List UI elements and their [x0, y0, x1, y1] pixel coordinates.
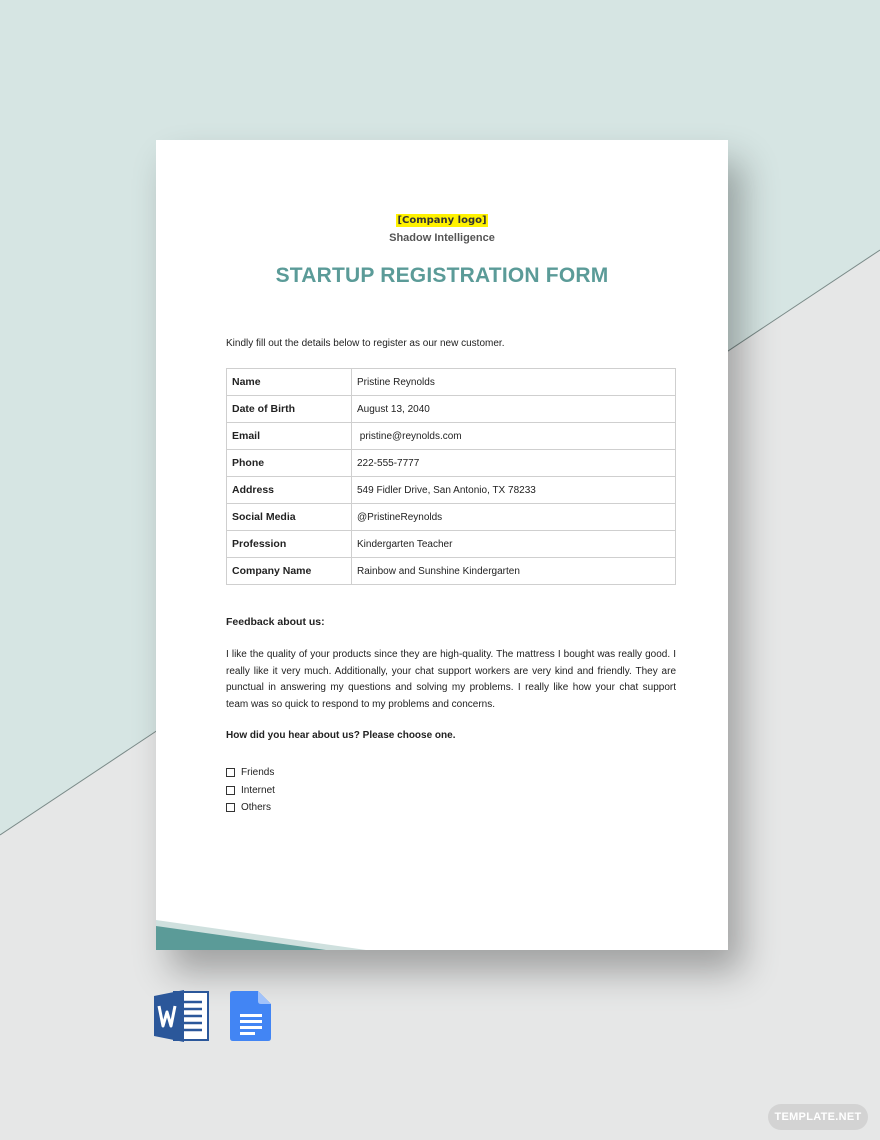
option-label: Others: [241, 802, 272, 814]
company-name: Shadow Intelligence: [389, 232, 495, 244]
table-row: [227, 423, 676, 450]
intro-text: Kindly fill out the details below to register as our new customer.: [226, 338, 505, 349]
table-row: [227, 369, 676, 396]
table-row: [227, 504, 676, 531]
field-value: Kindergarten Teacher: [352, 531, 676, 558]
table-row: [227, 450, 676, 477]
google-docs-icon[interactable]: [230, 991, 272, 1041]
form-title: STARTUP REGISTRATION FORM: [275, 264, 609, 287]
field-value: Rainbow and Sunshine Kindergarten: [352, 558, 676, 585]
field-label: Profession: [227, 531, 352, 558]
option-label: Internet: [241, 784, 275, 796]
option-friends[interactable]: [226, 764, 275, 782]
template-net-watermark: TEMPLATE.NET: [768, 1104, 868, 1130]
document-page: [156, 140, 728, 950]
feedback-text: I like the quality of your products since they are high-quality. The mattress I bought was really good. I really like it very much. Additionally, your chat support workers are very kind and friendly. They are punctual in answering my questions and solving my problems. I really like how your chat support team was so quick to respond to my problems and concerns.: [226, 649, 676, 710]
field-value: pristine@reynolds.com: [352, 423, 676, 450]
option-others[interactable]: [226, 799, 275, 817]
source-options: [226, 764, 275, 817]
page-footer-accent: [156, 920, 728, 950]
field-value: August 13, 2040: [352, 396, 676, 423]
field-label: Date of Birth: [227, 396, 352, 423]
field-label: Address: [227, 477, 352, 504]
checkbox-icon[interactable]: [226, 786, 235, 795]
field-value: Pristine Reynolds: [352, 369, 676, 396]
table-row: [227, 531, 676, 558]
word-icon[interactable]: [154, 990, 210, 1042]
field-label: Name: [227, 369, 352, 396]
table-row: [227, 477, 676, 504]
table-row: [227, 396, 676, 423]
checkbox-icon[interactable]: [226, 803, 235, 812]
field-value: 222-555-7777: [352, 450, 676, 477]
table-row: [227, 558, 676, 585]
field-label: Company Name: [227, 558, 352, 585]
field-label: Email: [227, 423, 352, 450]
registration-table: [226, 368, 676, 585]
field-label: Phone: [227, 450, 352, 477]
option-internet[interactable]: [226, 782, 275, 800]
company-logo-placeholder: [Company logo]: [397, 215, 487, 226]
option-label: Friends: [241, 767, 275, 779]
field-label: Social Media: [227, 504, 352, 531]
field-value: @PristineReynolds: [352, 504, 676, 531]
feedback-heading: Feedback about us:: [226, 616, 325, 628]
checkbox-icon[interactable]: [226, 768, 235, 777]
field-value: 549 Fidler Drive, San Antonio, TX 78233: [352, 477, 676, 504]
source-question: How did you hear about us? Please choose one.: [226, 730, 456, 741]
